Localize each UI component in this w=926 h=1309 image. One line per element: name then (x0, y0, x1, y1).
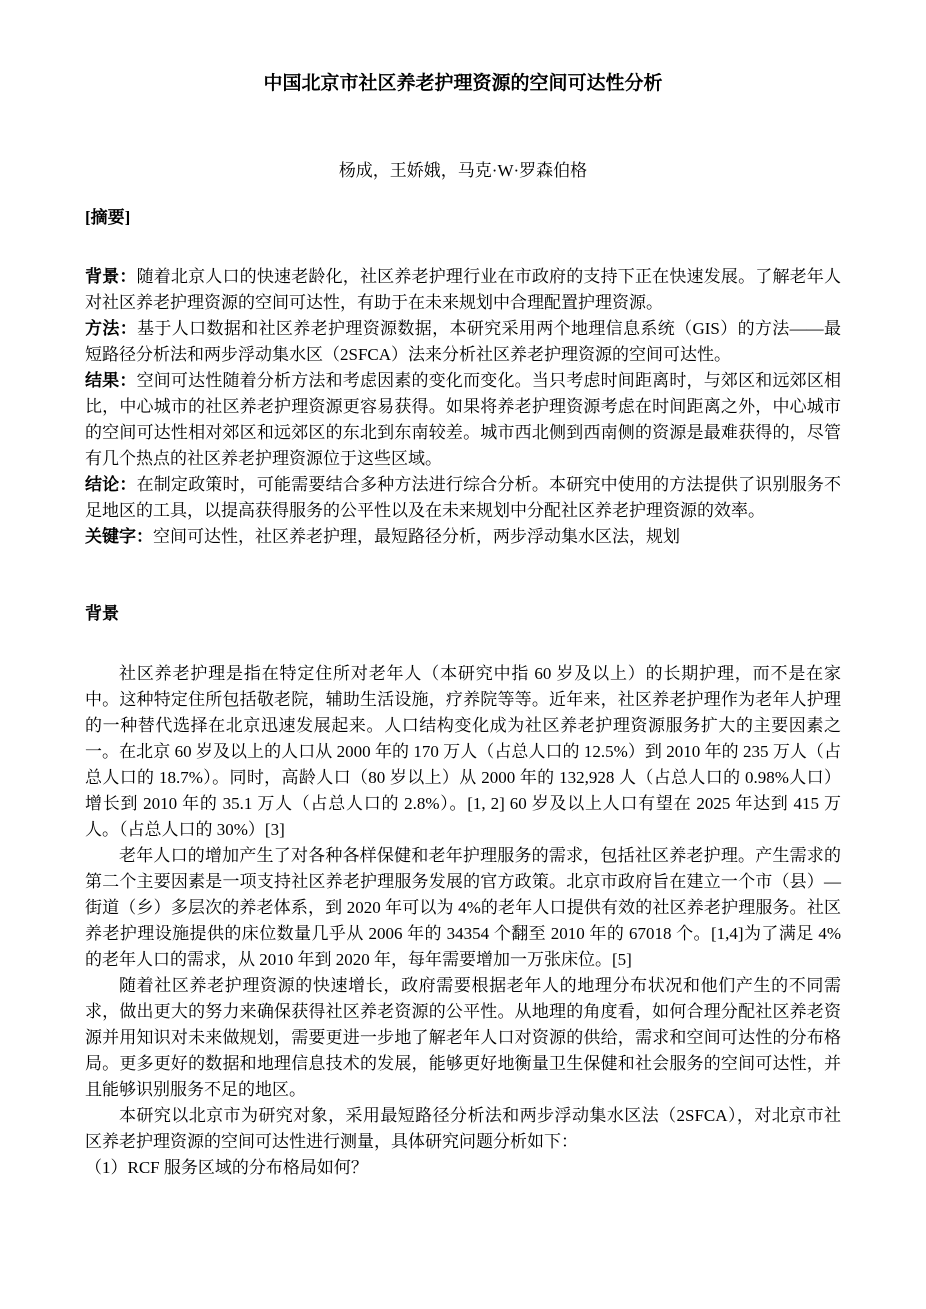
abstract-label-conclusion: 结论： (85, 475, 137, 494)
research-question-1: （1）RCF 服务区域的分布格局如何？ (85, 1158, 368, 1177)
body-paragraph-4: 本研究以北京市为研究对象，采用最短路径分析法和两步浮动集水区法（2SFCA），对北京市社区养老护理资源的空间可达性进行测量，具体研究问题分析如下： (85, 1106, 841, 1151)
abstract-text-background: 随着北京人口的快速老龄化，社区养老护理行业在市政府的支持下正在快速发展。了解老年人对社区养老护理资源的空间可达性，有助于在未来规划中合理配置护理资源。 (85, 267, 842, 312)
abstract-item-keywords (85, 524, 841, 550)
abstract-text-conclusion: 在制定政策时，可能需要结合多种方法进行综合分析。本研究中使用的方法提供了识别服务不足地区的工具，以提高获得服务的公平性以及在未来规划中分配社区养老护理资源的效率。 (85, 475, 842, 520)
body-paragraph-3: 随着社区养老护理资源的快速增长，政府需要根据老年人的地理分布状况和他们产生的不同需求，做出更大的努力来确保获得社区养老资源的公平性。从地理的角度看，如何合理分配社区养老资源并用知识对未来做规划，需要更进一步地了解老年人口对资源的供给，需求和空间可达性的分布格局。更多更好的数据和地理信息技术的发展，能够更好地衡量卫生保健和社会服务的空间可达性，并且能够识别服务不足的地区。 (85, 976, 841, 1099)
abstract-heading: [摘要] (85, 208, 131, 227)
body-paragraph-2: 老年人口的增加产生了对各种各样保健和老年护理服务的需求，包括社区养老护理。产生需求的第二个主要因素是一项支持社区养老护理服务发展的官方政策。北京市政府旨在建立一个市（县）—街道（乡）多层次的养老体系，到 2020 年可以为 4%的老年人口提供有效的社区养老护理服务。社区养老护理设施提供的床位数量几乎从 2006 年的 34354 个翻至 2010 年的 67018 个。[1,4]为了满足 4%的老年人口的需求，从 2010 年到 2020 年，每年需要增加一万张床位。[5] (85, 846, 841, 969)
abstract-item-results (85, 368, 841, 472)
section-body-background (85, 661, 841, 1181)
abstract-text-keywords: 空间可达性，社区养老护理，最短路径分析，两步浮动集水区法，规划 (153, 527, 680, 546)
body-paragraph-1: 社区养老护理是指在特定住所对老年人（本研究中指 60 岁及以上）的长期护理，而不是在家中。这种特定住所包括敬老院，辅助生活设施，疗养院等等。近年来，社区养老护理作为老年人护理的一种替代选择在北京迅速发展起来。人口结构变化成为社区养老护理资源服务扩大的主要因素之一。在北京 60 岁及以上的人口从 2000 年的 170 万人（占总人口的 12.5%）到 2010 年的 235 万人（占总人口的 18.7%）。同时，高龄人口（80 岁以上）从 2000 年的 132,928 人（占总人口的 0.98%人口）增长到 2010 年的 35.1 万人（占总人口的 2.8%）。[1, 2] 60 岁及以上人口有望在 2025 年达到 415 万人。（占总人口的 30%）[3] (85, 664, 841, 839)
abstract-label-methods: 方法： (85, 319, 138, 338)
authors-line: 杨成，王娇娥，马克·W·罗森伯格 (338, 161, 588, 180)
abstract-label-results: 结果： (85, 371, 137, 390)
abstract-item-background (85, 264, 841, 316)
abstract-item-conclusion (85, 472, 841, 524)
abstract-text-results: 空间可达性随着分析方法和考虑因素的变化而变化。当只考虑时间距离时，与郊区和远郊区相比，中心城市的社区养老护理资源更容易获得。如果将养老护理资源考虑在时间距离之外，中心城市的空间可达性相对郊区和远郊区的东北到东南较差。城市西北侧到西南侧的资源是最难获得的，尽管有几个热点的社区养老护理资源位于这些区域。 (85, 371, 842, 468)
paper-title: 中国北京市社区养老护理资源的空间可达性分析 (263, 73, 663, 94)
section-heading-background: 背景 (85, 604, 119, 623)
abstract-text-methods: 基于人口数据和社区养老护理资源数据，本研究采用两个地理信息系统（GIS）的方法——最短路径分析法和两步浮动集水区（2SFCA）法来分析社区养老护理资源的空间可达性。 (85, 319, 841, 364)
abstract-label-keywords: 关键字： (85, 527, 153, 546)
abstract-item-methods (85, 316, 841, 368)
abstract-block (85, 264, 841, 550)
abstract-label-background: 背景： (85, 267, 137, 286)
